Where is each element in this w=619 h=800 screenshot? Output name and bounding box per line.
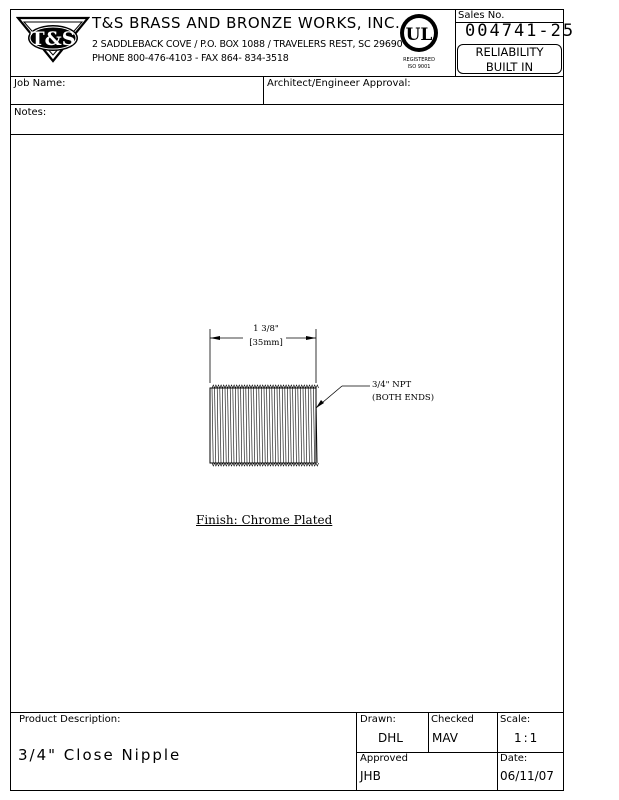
company-address: 2 SADDLEBACK COVE / P.O. BOX 1088 / TRAVELERS REST, SC 29690 [92, 39, 403, 50]
scale-value: 1:1 [514, 731, 540, 745]
thread-line [243, 388, 244, 463]
sales-no-label: Sales No. [458, 10, 505, 21]
thread-line [272, 388, 273, 463]
architect-approval-label: Architect/Engineer Approval: [267, 78, 411, 89]
thread-line [303, 388, 304, 463]
thread-line [212, 388, 213, 463]
dimension-inches: 1 3/8" [253, 324, 279, 334]
thread-line [222, 388, 223, 463]
dimension-mm: [35mm] [249, 338, 283, 348]
thread-pattern [212, 385, 319, 466]
ul-mark-text: UL [405, 25, 433, 45]
thread-line [217, 388, 218, 463]
product-description: 3/4" Close Nipple [18, 746, 182, 764]
job-name-label: Job Name: [14, 78, 66, 89]
drawn-checked-divider [428, 712, 429, 752]
thread-line [246, 388, 247, 463]
reliability-badge [457, 44, 562, 74]
thread-line [215, 388, 216, 463]
finish-note: Finish: Chrome Plated [196, 513, 333, 527]
thread-line [282, 388, 283, 463]
checked-value: MAV [432, 731, 459, 745]
drawn-value: DHL [378, 731, 403, 745]
drawn-label: Drawn: [360, 714, 396, 725]
company-name: T&S BRASS AND BRONZE WORKS, INC. [92, 14, 401, 32]
thread-line [233, 388, 234, 463]
checked-label: Checked [431, 714, 474, 725]
date-label: Date: [500, 753, 528, 764]
date-value: 06/11/07 [500, 769, 554, 783]
thread-line [238, 388, 239, 463]
thread-line [261, 388, 262, 463]
notes-label: Notes: [14, 107, 47, 118]
company-phone: PHONE 800-476-4103 - FAX 864- 834-3518 [92, 53, 289, 64]
approved-label: Approved [360, 753, 408, 764]
ul-iso-text: ISO 9001 [407, 64, 431, 70]
thread-line [285, 388, 286, 463]
thread-line [306, 388, 307, 463]
thread-line [267, 388, 268, 463]
thread-line [264, 388, 265, 463]
job-architect-divider [263, 76, 264, 104]
thread-line [280, 388, 281, 463]
thread-line [287, 388, 288, 463]
thread-line [313, 388, 314, 463]
thread-line [290, 388, 291, 463]
reliability-line2: BUILT IN [485, 60, 534, 74]
sales-box-divider [455, 9, 456, 76]
reliability-line1: RELIABILITY [475, 45, 544, 59]
npt-callout-note: (BOTH ENDS) [372, 393, 435, 403]
thread-line [235, 388, 236, 463]
thread-line [241, 388, 242, 463]
notes-row-bottom-rule [10, 134, 564, 135]
ul-registered-text: REGISTERED [403, 57, 435, 63]
thread-line [230, 388, 231, 463]
thread-line [293, 388, 294, 463]
thread-line [274, 388, 275, 463]
thread-line [248, 388, 249, 463]
thread-line [251, 388, 252, 463]
thread-line [259, 388, 260, 463]
thread-line [220, 388, 221, 463]
thread-line [277, 388, 278, 463]
thread-line [311, 388, 312, 463]
thread-line [295, 388, 296, 463]
title-block-top-rule [10, 712, 564, 713]
job-row-bottom-rule [10, 104, 564, 105]
thread-line [300, 388, 301, 463]
sales-number: 004741-25 [465, 21, 576, 41]
approved-value: JHB [360, 769, 381, 783]
thread-line [269, 388, 270, 463]
ul-certification-icon [397, 12, 443, 72]
npt-callout: 3/4" NPT [372, 380, 412, 390]
thread-line [225, 388, 226, 463]
thread-line [308, 388, 309, 463]
scale-label: Scale: [500, 714, 531, 725]
thread-line [228, 388, 229, 463]
header-bottom-rule [10, 76, 564, 77]
thread-line [254, 388, 255, 463]
thread-line [298, 388, 299, 463]
ts-logo [16, 14, 90, 64]
product-description-label: Product Description: [19, 714, 121, 725]
thread-line [256, 388, 257, 463]
logo-text: T&S [30, 28, 76, 50]
